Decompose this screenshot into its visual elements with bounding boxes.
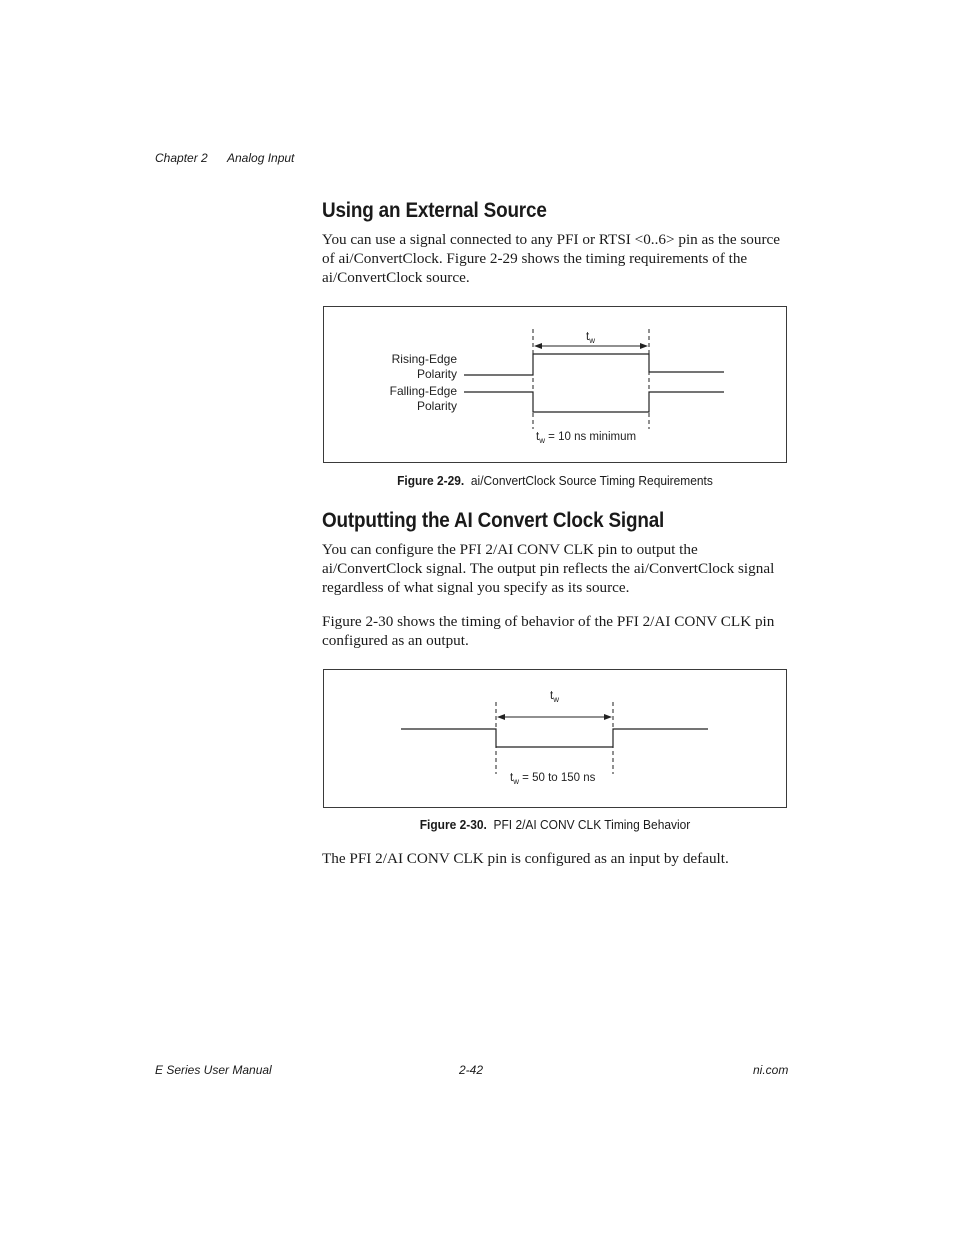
arrow-left-icon: [497, 714, 505, 720]
arrow-right-icon: [604, 714, 612, 720]
paragraph-convert-clock-1: You can configure the PFI 2/AI CONV CLK pin to output the ai/ConvertClock signal. The output pin reflects the ai/ConvertClock signal regardless of what signal you specify as its source.: [322, 541, 775, 597]
footer-manual-title: E Series User Manual: [155, 1063, 272, 1077]
figure-2-29-caption: Figure 2-29. ai/ConvertClock Source Timing Requirements: [397, 473, 713, 488]
falling-edge-waveform: [464, 392, 724, 412]
pulse-waveform: [401, 729, 708, 747]
figure-2-29-diagram: [324, 307, 786, 462]
figure-2-30-caption: Figure 2-30. PFI 2/AI CONV CLK Timing Behavior: [419, 817, 691, 832]
footer-page-number: 2-42: [459, 1063, 484, 1077]
paragraph-default-input: The PFI 2/AI CONV CLK pin is configured as an input by default.: [322, 850, 729, 867]
label-rising-polarity: Polarity: [416, 367, 457, 381]
footer-website: ni.com: [753, 1063, 789, 1077]
paragraph-external-source: You can use a signal connected to any PFI or RTSI <0..6> pin as the source of ai/ConvertClock. Figure 2-29 shows the timing requirements of the ai/ConvertClock source.: [322, 231, 780, 287]
arrow-right-icon: [640, 343, 648, 349]
tw-label: $t_w$: [586, 331, 595, 345]
rising-edge-waveform: [464, 354, 724, 375]
label-falling-edge: Falling-Edge: [389, 384, 457, 398]
tw-minimum-note: $t_w = 10$ ns minimum: [536, 431, 637, 445]
running-header-section: Analog Input: [227, 151, 295, 165]
section-title-external-source: Using an External Source: [322, 199, 547, 222]
figure-2-30-frame: [323, 669, 787, 808]
label-falling-polarity: Polarity: [416, 399, 457, 413]
section-title-convert-clock-signal: Outputting the AI Convert Clock Signal: [322, 509, 665, 532]
running-header-chapter: Chapter 2: [155, 151, 208, 165]
tw-range-note: $t_w = 50$ to 150 ns: [510, 772, 596, 786]
paragraph-convert-clock-2: Figure 2-30 shows the timing of behavior of the PFI 2/AI CONV CLK pin configured as an output.: [322, 613, 775, 650]
label-rising-edge: Rising-Edge: [391, 352, 457, 366]
tw-label: $t_w$: [550, 690, 559, 704]
figure-2-30-diagram: [324, 670, 786, 807]
arrow-left-icon: [534, 343, 542, 349]
figure-2-29-frame: [323, 306, 787, 463]
